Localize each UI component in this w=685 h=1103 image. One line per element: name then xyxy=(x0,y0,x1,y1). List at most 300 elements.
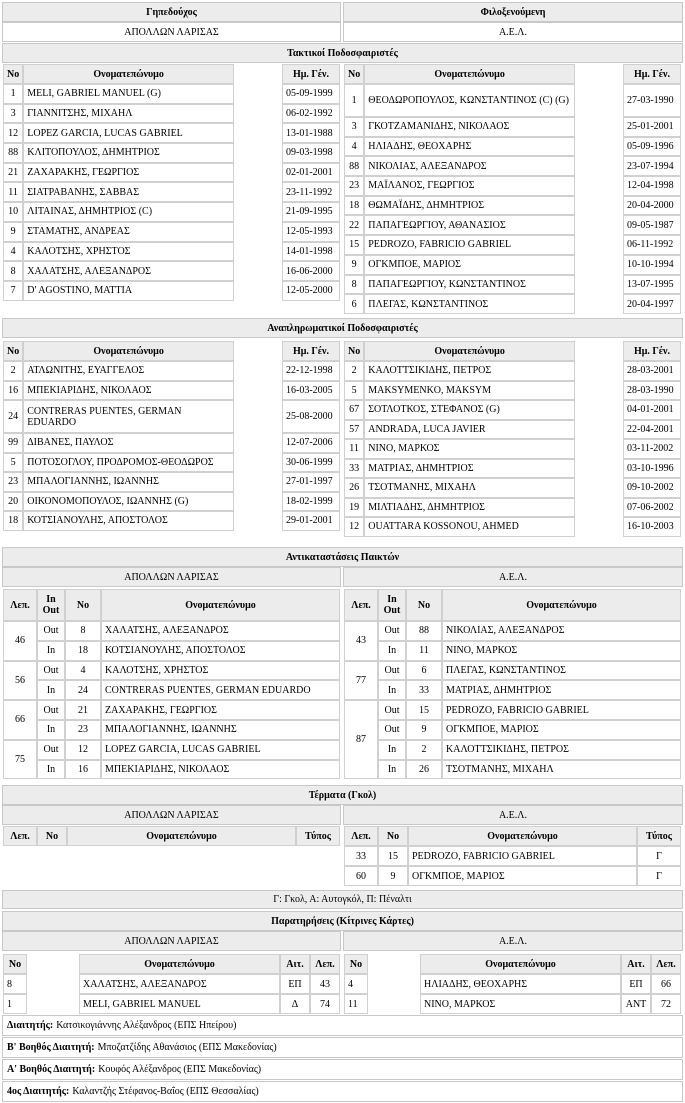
card-row xyxy=(344,994,681,1014)
player-name: ΝΙΝΟ, ΜΑΡΚΟΣ xyxy=(364,439,575,459)
card-row xyxy=(3,994,340,1014)
player-name: ΚΟΤΣΙΑΝΟΥΛΗΣ, ΑΠΟΣΤΟΛΟΣ xyxy=(23,511,234,531)
player-name: ΟΙΚΟΝΟΜΟΠΟΥΛΟΣ, ΙΩΑΝΝΗΣ (G) xyxy=(23,492,234,512)
substitution-row xyxy=(344,641,681,661)
card-reason: ΕΠ xyxy=(621,974,651,994)
sub-no: 24 xyxy=(65,680,101,700)
col-name: Ονοματεπώνυμο xyxy=(101,589,340,621)
player-row xyxy=(344,137,681,157)
col-name: Ονοματεπώνυμο xyxy=(420,954,621,974)
player-row xyxy=(3,163,340,183)
player-no: 88 xyxy=(3,143,23,163)
substitution-row xyxy=(3,740,340,760)
player-no: 21 xyxy=(3,163,23,183)
player-no: 57 xyxy=(344,420,364,440)
cards-home-table xyxy=(3,954,340,1014)
card-reason: ΑΝΤ xyxy=(621,994,651,1014)
sub-in-out: Out xyxy=(37,700,65,720)
sub-name: ΚΑΛΟΤΤΣΙΚΙΔΗΣ, ΠΕΤΡΟΣ xyxy=(442,740,681,760)
player-row xyxy=(3,492,340,512)
player-no: 26 xyxy=(344,478,364,498)
sub-min: 66 xyxy=(3,700,37,740)
col-no: Νο xyxy=(3,954,27,974)
player-name: ΠΛΕΓΑΣ, ΚΩΝΣΤΑΝΤΙΝΟΣ xyxy=(364,294,575,314)
sub-min: 46 xyxy=(3,621,37,661)
col-min: Λεπ. xyxy=(344,589,378,621)
substitution-row xyxy=(3,760,340,780)
player-name: ΜΠΑΛΟΓΙΑΝΝΗΣ, ΙΩΑΝΝΗΣ xyxy=(23,472,234,492)
sub-name: ΟΓΚΜΠΟΕ, ΜΑΡΙΟΣ xyxy=(442,720,681,740)
substitution-row xyxy=(3,700,340,720)
goal-type: Γ xyxy=(637,846,681,866)
player-dob: 07-06-2002 xyxy=(623,498,681,518)
official-row xyxy=(2,1059,683,1080)
goal-name: ΟΓΚΜΠΟΕ, ΜΑΡΙΟΣ xyxy=(408,866,637,886)
player-no: 24 xyxy=(3,400,23,433)
goal-name: PEDROZO, FABRICIO GABRIEL xyxy=(408,846,637,866)
sub-name: ΠΛΕΓΑΣ, ΚΩΝΣΤΑΝΤΙΝΟΣ xyxy=(442,661,681,681)
sub-no: 15 xyxy=(406,700,442,720)
player-row xyxy=(3,433,340,453)
player-row xyxy=(344,196,681,216)
player-dob: 06-11-1992 xyxy=(623,235,681,255)
col-no: Νο xyxy=(37,826,67,846)
substitution-row xyxy=(3,621,340,641)
substitution-row xyxy=(344,760,681,780)
player-dob: 14-01-1998 xyxy=(282,242,340,262)
card-no: 1 xyxy=(3,994,27,1014)
player-dob: 25-08-2000 xyxy=(282,400,340,433)
player-row xyxy=(344,420,681,440)
col-name: Ονοματεπώνυμο xyxy=(67,826,296,846)
player-row xyxy=(344,275,681,295)
substitution-row xyxy=(3,641,340,661)
player-no: 23 xyxy=(3,472,23,492)
player-dob: 27-01-1997 xyxy=(282,472,340,492)
card-name: ΧΑΛΑΤΣΗΣ, ΑΛΕΞΑΝΔΡΟΣ xyxy=(79,974,280,994)
col-no: Νο xyxy=(344,954,368,974)
player-name: ΔΙΒΑΝΕΣ, ΠΑΥΛΟΣ xyxy=(23,433,234,453)
sub-name: LOPEZ GARCIA, LUCAS GABRIEL xyxy=(101,740,340,760)
player-no: 3 xyxy=(3,104,23,124)
subs-home-table xyxy=(3,341,340,531)
player-name: ΜΙΛΤΙΑΔΗΣ, ΔΗΜΗΤΡΙΟΣ xyxy=(364,498,575,518)
sub-name: ΜΠΕΚΙΑΡΙΔΗΣ, ΝΙΚΟΛΑΟΣ xyxy=(101,760,340,780)
card-no: 8 xyxy=(3,974,27,994)
player-dob: 02-01-2001 xyxy=(282,163,340,183)
player-name: ΓΚΟΤΖΑΜΑΝΙΔΗΣ, ΝΙΚΟΛΑΟΣ xyxy=(364,117,575,137)
sub-min: 77 xyxy=(344,661,378,701)
player-row xyxy=(344,235,681,255)
player-name: ΝΙΚΟΛΙΑΣ, ΑΛΕΞΑΝΔΡΟΣ xyxy=(364,156,575,176)
player-row xyxy=(344,459,681,479)
sub-no: 16 xyxy=(65,760,101,780)
player-no: 16 xyxy=(3,381,23,401)
sub-in-out: In xyxy=(378,760,406,780)
player-dob: 22-12-1998 xyxy=(282,361,340,381)
col-type: Τύπος xyxy=(296,826,340,846)
starters-title: Τακτικοί Ποδοσφαιριστές xyxy=(2,43,683,63)
goal-no: 9 xyxy=(378,866,408,886)
player-name: LOPEZ GARCIA, LUCAS GABRIEL xyxy=(23,123,234,143)
col-reason: Αιτ. xyxy=(280,954,310,974)
official-role: Β' Βοηθός Διαιτητή: xyxy=(7,1042,95,1053)
col-dob: Ημ. Γέν. xyxy=(623,341,681,361)
player-dob: 16-03-2005 xyxy=(282,381,340,401)
player-row xyxy=(344,439,681,459)
player-no: 88 xyxy=(344,156,364,176)
goals-legend: Γ: Γκολ, Α: Αυτογκόλ, Π: Πέναλτι xyxy=(2,890,683,909)
sub-name: ΚΑΛΟΤΣΗΣ, ΧΡΗΣΤΟΣ xyxy=(101,661,340,681)
sub-in-out: In xyxy=(37,760,65,780)
player-no: 1 xyxy=(344,84,364,117)
player-dob: 09-03-1998 xyxy=(282,143,340,163)
goals-away-table xyxy=(344,826,681,886)
col-min: Λεπ. xyxy=(3,589,37,621)
player-no: 8 xyxy=(344,275,364,295)
sub-no: 88 xyxy=(406,621,442,641)
player-no: 3 xyxy=(344,117,364,137)
player-row xyxy=(3,361,340,381)
goals-away-team: Α.Ε.Λ. xyxy=(343,805,683,825)
player-row xyxy=(3,281,340,301)
player-name: ΑΤΛΩΝΙΤΗΣ, ΕΥΑΓΓΕΛΟΣ xyxy=(23,361,234,381)
player-row xyxy=(3,400,340,433)
sub-no: 23 xyxy=(65,720,101,740)
player-row xyxy=(344,255,681,275)
substitutions-home-table xyxy=(3,589,340,779)
player-no: 99 xyxy=(3,433,23,453)
player-name: ΜΑΪΛΑΝΟΣ, ΓΕΩΡΓΙΟΣ xyxy=(364,176,575,196)
player-dob: 16-06-2000 xyxy=(282,261,340,281)
player-dob: 28-03-2001 xyxy=(623,361,681,381)
sub-no: 33 xyxy=(406,680,442,700)
sub-in-out: In xyxy=(378,641,406,661)
player-dob: 29-01-2001 xyxy=(282,511,340,531)
col-in-out: In Out xyxy=(378,589,406,621)
player-row xyxy=(3,123,340,143)
official-name: Κουφός Αλέξανδρος (ΕΠΣ Μακεδονίας) xyxy=(98,1064,262,1075)
player-no: 11 xyxy=(3,182,23,202)
subs-away-table xyxy=(344,341,681,537)
officials-list xyxy=(2,1015,683,1103)
player-name: ΠΑΠΑΓΕΩΡΓΙΟΥ, ΚΩΝΣΤΑΝΤΙΝΟΣ xyxy=(364,275,575,295)
player-row xyxy=(3,261,340,281)
player-row xyxy=(3,143,340,163)
col-no: Νο xyxy=(406,589,442,621)
sub-no: 8 xyxy=(65,621,101,641)
sub-no: 2 xyxy=(406,740,442,760)
col-name: Ονοματεπώνυμο xyxy=(408,826,637,846)
sub-name: ΝΙΝΟ, ΜΑΡΚΟΣ xyxy=(442,641,681,661)
player-no: 18 xyxy=(3,511,23,531)
away-team-name: Α.Ε.Λ. xyxy=(343,22,683,42)
player-dob: 06-02-1992 xyxy=(282,104,340,124)
player-no: 7 xyxy=(3,281,23,301)
sub-name: ΚΟΤΣΙΑΝΟΥΛΗΣ, ΑΠΟΣΤΟΛΟΣ xyxy=(101,641,340,661)
card-row xyxy=(344,974,681,994)
sub-in-out: Out xyxy=(37,621,65,641)
player-name: ΛΙΤΑΙΝΑΣ, ΔΗΜΗΤΡΙΟΣ (C) xyxy=(23,202,234,222)
col-no: Νο xyxy=(344,341,364,361)
player-dob: 09-10-2002 xyxy=(623,478,681,498)
player-row xyxy=(3,472,340,492)
player-row xyxy=(3,182,340,202)
player-row xyxy=(344,294,681,314)
starters-away-table xyxy=(344,64,681,314)
player-row xyxy=(344,400,681,420)
sub-no: 11 xyxy=(406,641,442,661)
col-name: Ονοματεπώνυμο xyxy=(23,341,234,361)
player-name: ΠΟΤΟΣΟΓΛΟΥ, ΠΡΟΔΡΟΜΟΣ-ΘΕΟΔΩΡΟΣ xyxy=(23,453,234,473)
substitution-row xyxy=(344,720,681,740)
player-dob: 03-11-2002 xyxy=(623,439,681,459)
player-row xyxy=(3,222,340,242)
player-no: 10 xyxy=(3,202,23,222)
card-min: 43 xyxy=(310,974,340,994)
cards-away-team: Α.Ε.Λ. xyxy=(343,931,683,951)
sub-in-out: In xyxy=(378,680,406,700)
sub-in-out: Out xyxy=(378,720,406,740)
player-name: ΘΩΜΑΪΔΗΣ, ΔΗΜΗΤΡΙΟΣ xyxy=(364,196,575,216)
player-name: ANDRADA, LUCA JAVIER xyxy=(364,420,575,440)
col-type: Τύπος xyxy=(637,826,681,846)
player-name: ΜΠΕΚΙΑΡΙΔΗΣ, ΝΙΚΟΛΑΟΣ xyxy=(23,381,234,401)
player-row xyxy=(3,104,340,124)
player-row xyxy=(344,176,681,196)
player-no: 20 xyxy=(3,492,23,512)
substitution-row xyxy=(344,680,681,700)
col-in-out: In Out xyxy=(37,589,65,621)
official-name: Μποζατζίδης Αθανάσιος (ΕΠΣ Μακεδονίας) xyxy=(97,1042,277,1053)
player-name: ΟΓΚΜΠΟΕ, ΜΑΡΙΟΣ xyxy=(364,255,575,275)
sub-in-out: In xyxy=(37,720,65,740)
player-dob: 12-05-2000 xyxy=(282,281,340,301)
subs-title: Αναπληρωματικοί Ποδοσφαιριστές xyxy=(2,318,683,338)
cards-away-table xyxy=(344,954,681,1014)
player-dob: 20-04-2000 xyxy=(623,196,681,216)
substitution-row xyxy=(344,661,681,681)
player-dob: 28-03-1990 xyxy=(623,381,681,401)
starters-home-table xyxy=(3,64,340,301)
sub-no: 26 xyxy=(406,760,442,780)
player-dob: 09-05-1987 xyxy=(623,215,681,235)
player-name: ΗΛΙΑΔΗΣ, ΘΕΟΧΑΡΗΣ xyxy=(364,137,575,157)
goals-home-team: ΑΠΟΛΛΩΝ ΛΑΡΙΣΑΣ xyxy=(2,805,341,825)
player-name: ΖΑΧΑΡΑΚΗΣ, ΓΕΩΡΓΙΟΣ xyxy=(23,163,234,183)
player-no: 8 xyxy=(3,261,23,281)
sub-name: PEDROZO, FABRICIO GABRIEL xyxy=(442,700,681,720)
sub-in-out: In xyxy=(37,641,65,661)
col-no: Νο xyxy=(344,64,364,84)
player-dob: 12-04-1998 xyxy=(623,176,681,196)
player-row xyxy=(3,381,340,401)
col-name: Ονοματεπώνυμο xyxy=(364,341,575,361)
player-no: 4 xyxy=(3,242,23,262)
card-min: 66 xyxy=(651,974,681,994)
sub-min: 87 xyxy=(344,700,378,779)
sub-min: 43 xyxy=(344,621,378,661)
col-name: Ονοματεπώνυμο xyxy=(79,954,280,974)
player-dob: 21-09-1995 xyxy=(282,202,340,222)
sub-no: 12 xyxy=(65,740,101,760)
player-row xyxy=(344,215,681,235)
player-no: 19 xyxy=(344,498,364,518)
col-name: Ονοματεπώνυμο xyxy=(442,589,681,621)
official-role: 4ος Διαιτητής: xyxy=(7,1086,70,1097)
player-name: ΠΑΠΑΓΕΩΡΓΙΟΥ, ΑΘΑΝΑΣΙΟΣ xyxy=(364,215,575,235)
substitution-row xyxy=(344,621,681,641)
goal-type: Γ xyxy=(637,866,681,886)
substitution-row xyxy=(344,700,681,720)
player-no: 4 xyxy=(344,137,364,157)
substitution-row xyxy=(344,740,681,760)
player-name: ΣΤΑΜΑΤΗΣ, ΑΝΔΡΕΑΣ xyxy=(23,222,234,242)
sub-name: ΖΑΧΑΡΑΚΗΣ, ΓΕΩΡΓΙΟΣ xyxy=(101,700,340,720)
col-min: Λεπ. xyxy=(344,826,378,846)
player-dob: 12-05-1993 xyxy=(282,222,340,242)
col-name: Ονοματεπώνυμο xyxy=(364,64,575,84)
official-name: Κατσικογιάννης Αλέξανδρος (ΕΠΣ Ηπείρου) xyxy=(56,1020,237,1031)
player-no: 12 xyxy=(3,123,23,143)
player-dob: 13-01-1988 xyxy=(282,123,340,143)
sub-name: CONTRERAS PUENTES, GERMAN EDUARDO xyxy=(101,680,340,700)
col-dob: Ημ. Γέν. xyxy=(623,64,681,84)
substitution-row xyxy=(3,720,340,740)
sub-in-out: Out xyxy=(378,661,406,681)
sub-in-out: Out xyxy=(37,661,65,681)
player-dob: 30-06-1999 xyxy=(282,453,340,473)
player-row xyxy=(3,453,340,473)
col-min: Λεπ. xyxy=(651,954,681,974)
sub-no: 4 xyxy=(65,661,101,681)
player-dob: 27-03-1990 xyxy=(623,84,681,117)
col-name: Ονοματεπώνυμο xyxy=(23,64,234,84)
player-name: ΓΙΑΝΝΙΤΣΗΣ, ΜΙΧΑΗΛ xyxy=(23,104,234,124)
col-no: Νο xyxy=(65,589,101,621)
player-row xyxy=(344,498,681,518)
player-name: OUATTARA KOSSONOU, AHMED xyxy=(364,517,575,537)
player-name: ΣΟΤΛΟΤΚΟΣ, ΣΤΕΦΑΝΟΣ (G) xyxy=(364,400,575,420)
col-min: Λεπ. xyxy=(3,826,37,846)
card-name: ΝΙΝΟ, ΜΑΡΚΟΣ xyxy=(420,994,621,1014)
player-dob: 23-07-1994 xyxy=(623,156,681,176)
sub-in-out: Out xyxy=(378,700,406,720)
sub-no: 6 xyxy=(406,661,442,681)
col-no: Νο xyxy=(378,826,408,846)
player-dob: 13-07-1995 xyxy=(623,275,681,295)
player-name: ΚΑΛΟΤΤΣΙΚΙΔΗΣ, ΠΕΤΡΟΣ xyxy=(364,361,575,381)
sub-name: ΤΣΟΤΜΑΝΗΣ, ΜΙΧΑΗΛ xyxy=(442,760,681,780)
player-no: 33 xyxy=(344,459,364,479)
player-no: 11 xyxy=(344,439,364,459)
official-row xyxy=(2,1081,683,1102)
away-label: Φιλοξενούμενη xyxy=(343,2,683,22)
player-no: 5 xyxy=(3,453,23,473)
player-row xyxy=(344,117,681,137)
player-dob: 20-04-1997 xyxy=(623,294,681,314)
official-name: Καλαντζής Στέφανος-Βαΐος (ΕΠΣ Θεσσαλίας) xyxy=(72,1086,259,1097)
col-no: Νο xyxy=(3,341,23,361)
substitutions-title: Αντικαταστάσεις Παικτών xyxy=(2,547,683,567)
goal-no: 15 xyxy=(378,846,408,866)
player-name: ΘΕΟΔΩΡΟΠΟΥΛΟΣ, ΚΩΝΣΤΑΝΤΙΝΟΣ (C) (G) xyxy=(364,84,575,117)
player-dob: 10-10-1994 xyxy=(623,255,681,275)
player-no: 9 xyxy=(344,255,364,275)
card-row xyxy=(3,974,340,994)
player-row xyxy=(344,517,681,537)
player-dob: 16-10-2003 xyxy=(623,517,681,537)
col-no: Νο xyxy=(3,64,23,84)
player-name: MELI, GABRIEL MANUEL (G) xyxy=(23,84,234,104)
sub-in-out: In xyxy=(37,680,65,700)
sub-name: ΧΑΛΑΤΣΗΣ, ΑΛΕΞΑΝΔΡΟΣ xyxy=(101,621,340,641)
player-no: 12 xyxy=(344,517,364,537)
card-reason: ΕΠ xyxy=(280,974,310,994)
sub-name: ΜΑΤΡΙΑΣ, ΔΗΜΗΤΡΙΟΣ xyxy=(442,680,681,700)
goal-row xyxy=(344,866,681,886)
sub-in-out: Out xyxy=(378,621,406,641)
goal-row xyxy=(344,846,681,866)
player-dob: 12-07-2006 xyxy=(282,433,340,453)
substitutions-away-team: Α.Ε.Λ. xyxy=(343,567,683,587)
player-no: 9 xyxy=(3,222,23,242)
goals-home-table xyxy=(3,826,340,846)
player-row xyxy=(344,156,681,176)
official-role: Α' Βοηθός Διαιτητή: xyxy=(7,1064,96,1075)
col-dob: Ημ. Γέν. xyxy=(282,341,340,361)
substitution-row xyxy=(3,661,340,681)
player-no: 15 xyxy=(344,235,364,255)
sub-no: 21 xyxy=(65,700,101,720)
sub-in-out: In xyxy=(378,740,406,760)
player-name: PEDROZO, FABRICIO GABRIEL xyxy=(364,235,575,255)
player-row xyxy=(344,381,681,401)
card-name: MELI, GABRIEL MANUEL xyxy=(79,994,280,1014)
player-dob: 03-10-1996 xyxy=(623,459,681,479)
col-reason: Αιτ. xyxy=(621,954,651,974)
official-row xyxy=(2,1015,683,1036)
official-row xyxy=(2,1037,683,1058)
player-no: 23 xyxy=(344,176,364,196)
card-reason: Δ xyxy=(280,994,310,1014)
player-name: ΚΛΙΤΟΠΟΥΛΟΣ, ΔΗΜΗΤΡΙΟΣ xyxy=(23,143,234,163)
player-row xyxy=(3,242,340,262)
player-row xyxy=(344,478,681,498)
substitutions-away-table xyxy=(344,589,681,779)
goal-min: 33 xyxy=(344,846,378,866)
cards-home-team: ΑΠΟΛΛΩΝ ΛΑΡΙΣΑΣ xyxy=(2,931,341,951)
player-no: 22 xyxy=(344,215,364,235)
card-min: 74 xyxy=(310,994,340,1014)
col-min: Λεπ. xyxy=(310,954,340,974)
sub-no: 18 xyxy=(65,641,101,661)
player-name: D' AGOSTINO, ΜΑΤΤΙΑ xyxy=(23,281,234,301)
substitutions-home-team: ΑΠΟΛΛΩΝ ΛΑΡΙΣΑΣ xyxy=(2,567,341,587)
card-min: 72 xyxy=(651,994,681,1014)
sub-min: 56 xyxy=(3,661,37,701)
player-name: ΤΣΟΤΜΑΝΗΣ, ΜΙΧΑΗΛ xyxy=(364,478,575,498)
home-team-name: ΑΠΟΛΛΩΝ ΛΑΡΙΣΑΣ xyxy=(2,22,341,42)
player-no: 67 xyxy=(344,400,364,420)
player-row xyxy=(3,202,340,222)
player-row xyxy=(3,84,340,104)
player-name: CONTRERAS PUENTES, GERMAN EDUARDO xyxy=(23,400,234,433)
official-role: Διαιτητής: xyxy=(7,1020,54,1031)
player-no: 1 xyxy=(3,84,23,104)
player-name: ΣΙΑΤΡΑΒΑΝΗΣ, ΣΑΒΒΑΣ xyxy=(23,182,234,202)
player-no: 18 xyxy=(344,196,364,216)
